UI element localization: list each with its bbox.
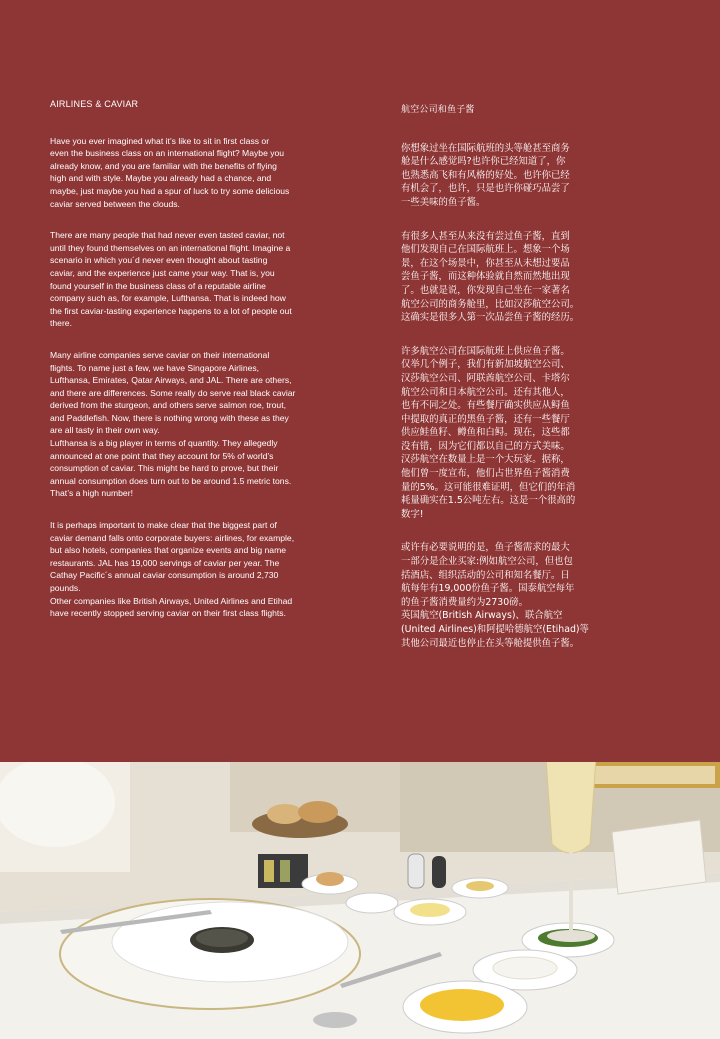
spoon bbox=[313, 1012, 357, 1028]
pepper-shaker bbox=[432, 856, 446, 888]
english-paragraph-4: It is perhaps important to make clear that the biggest part of caviar demand falls onto corporate buyers: airlines, for example, but also hotels, companies that organize events and big name restaurants. JAL has 19,000 servings of caviar per year. The Cathay Pacific´s annual caviar consumption is around 2,730 pounds. Other companies like British Airways, United Airlines and Etihad have recently stopped serving caviar on their first class flights. bbox=[50, 520, 295, 619]
caviar-service-photo bbox=[0, 762, 720, 1039]
condiment-bottle bbox=[264, 860, 274, 882]
english-paragraph-1: Have you ever imagined what it’s like to sit in first class or even the business class on an international flight? Maybe you already know, and you are familiar with the benefits of flying high and with style. Maybe you already had a chance, and maybe, just maybe you had a spur of luck to try some delicious caviar served between the clouds. bbox=[50, 135, 290, 209]
english-title: AIRLINES & CAVIAR bbox=[50, 99, 139, 109]
chinese-title: 航空公司和鱼子酱 bbox=[401, 105, 475, 115]
english-paragraph-3: Many airline companies serve caviar on their international flights. To name just a few, we have Singapore Airlines, Lufthansa, Emirates, Qatar Airways, and JAL. There are others, and there are differences. Some really do serve real black caviar derived from the sturgeon, and others serve salmon roe, trout, and Paddlefish. Now, there is nothing wrong with these as they are all tasty in their own way. Lufthansa is a big player in terms of quantity. They allegedly announced at one point that they account for 5% of world’s consumption of caviar. This might be hard to prove, but their annual consumption does turn out to be around 1.5 metric tons. That’s a high number! bbox=[50, 349, 296, 499]
condiment-bottle bbox=[280, 860, 290, 882]
chinese-paragraph-1: 你想象过坐在国际航班的头等舱甚至商务 舱是什么感觉吗?也许你已经知道了，你 也熟悉高飞和有风格的好处。也许你已经 有机会了，也许，只是也许你碰巧品尝了 一些美味的鱼子酱。 bbox=[401, 142, 570, 208]
glass-stem bbox=[569, 852, 573, 934]
sauce-dish bbox=[346, 893, 398, 913]
caviar-highlight bbox=[196, 929, 248, 947]
egg-yolk bbox=[420, 989, 504, 1021]
glass-base bbox=[547, 930, 595, 942]
screen-frame bbox=[585, 766, 715, 784]
champagne-glass bbox=[546, 762, 596, 853]
english-paragraph-2: There are many people that had never even tasted caviar, not until they found themselves on an international flight. Imagine a scenario in which you´d never even thought about tasting caviar, and the experience just came your way. That is, you found yourself in the business class of a reputable airline company such as, for example, Lufthansa. That is indeed how the first caviar-tasting experience happens to a lot of people out there. bbox=[50, 230, 292, 329]
chinese-paragraph-2: 有很多人甚至从来没有尝过鱼子酱，直到 他们发现自己在国际航班上。想象一个场 景，在这个场景中，你甚至从未想过要品 尝鱼子酱，而这种体验就自然而然地出现 了。也就是说，你发现自己坐在一家著名 航空公司的商务舱里，比如汉莎航空公司。 这确实是很多人第一次品尝鱼子酱的经历。 bbox=[401, 230, 580, 324]
egg-white bbox=[493, 957, 557, 979]
bread-roll bbox=[316, 872, 344, 886]
english-column bbox=[50, 98, 340, 639]
lemon bbox=[466, 881, 494, 891]
salt-shaker bbox=[408, 854, 424, 888]
chinese-paragraph-4: 或许有必要说明的是，鱼子酱需求的最大 一部分是企业买家:例如航空公司，但也包 括酒店、组织活动的公司和知名餐厅。日 航每年有19,000份鱼子酱。国泰航空每年 的鱼子酱消费量约为2730磅。 英国航空(British Airways)、联合航空 (United Airlines)和阿提哈德航空(Etihad)等 其他公司最近也停止在头等舱提供鱼子酱。 bbox=[401, 542, 589, 649]
chinese-paragraph-3: 许多航空公司在国际航班上供应鱼子酱。 仅举几个例子，我们有新加坡航空公司、 汉莎航空公司、阿联酋航空公司、卡塔尔 航空公司和日本航空公司。还有其他人， 也有不同之处。有些餐厅确实供应从鲟鱼 中提取的真正的黑鱼子酱，还有一些餐厅 供应鲑鱼籽、鳟鱼和白鲟。现在，这些都 没有错，因为它们都以自己的方式美味。 汉莎航空在数量上是一个大玩家。据称， 他们曾一度宣布，他们占世界鱼子酱消费 量的5%。这可能很难证明，但它们的年消 耗量确实在1.5公吨左右。这是一个很高的 数字! bbox=[401, 345, 576, 520]
chinese-column bbox=[401, 104, 606, 670]
cabin-table-illustration bbox=[0, 762, 720, 1039]
butter bbox=[410, 903, 450, 917]
bread-roll bbox=[298, 801, 338, 823]
menu-card bbox=[612, 820, 706, 894]
bread-roll bbox=[267, 804, 303, 824]
